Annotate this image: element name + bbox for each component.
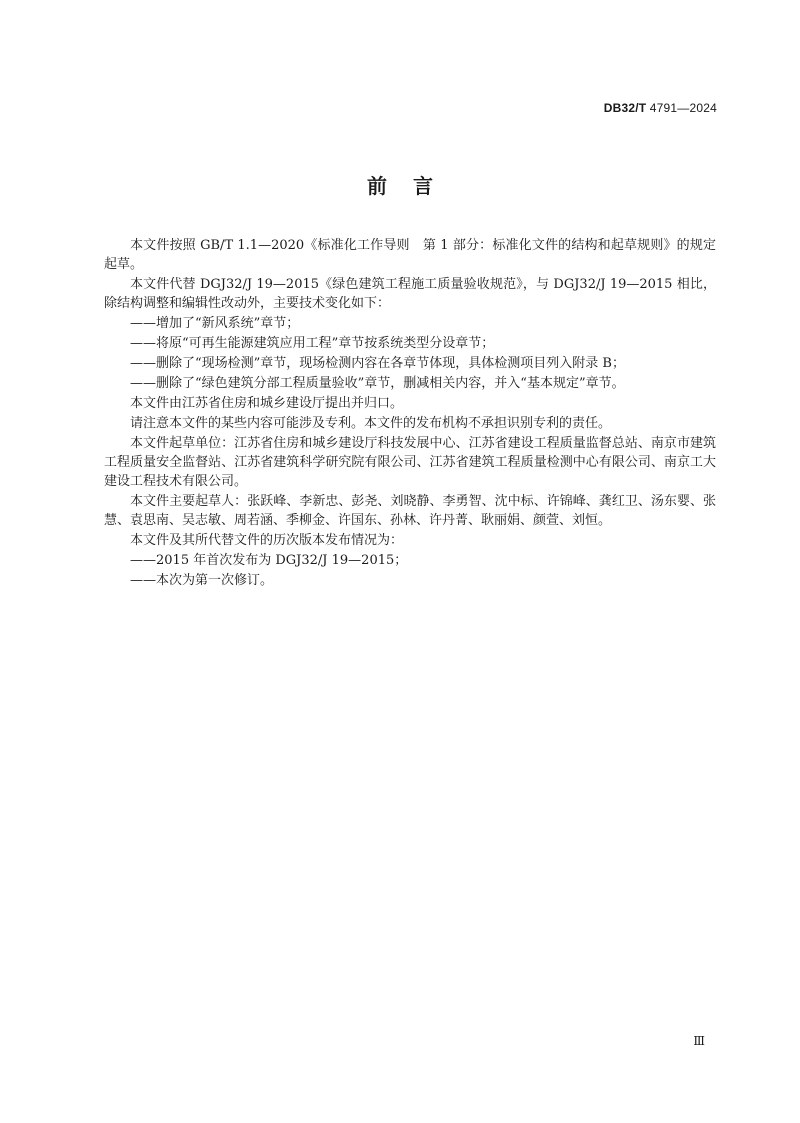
- document-code-prefix: DB32/T: [603, 101, 647, 115]
- change-item: ——将原“可再生能源建筑应用工程”章节按系统类型分设章节；: [130, 336, 495, 351]
- document-code-number: 4791—2024: [646, 101, 717, 115]
- change-item: ——删除了“绿色建筑分部工程质量验收”章节，删减相关内容，并入“基本规定”章节。: [130, 376, 625, 391]
- paragraph-proposer: 本文件由江苏省住房和城乡建设厅提出并归口。: [130, 396, 404, 411]
- paragraph-drafting-units: 本文件起草单位：江苏省住房和城乡建设厅科技发展中心、江苏省建设工程质量监督总站、南京市建筑工程质量安全监督站、江苏省建筑科学研究院有限公司、江苏省建筑工程质量检测中心有限公司、南京工大建设工程技术有限公司。: [104, 436, 716, 489]
- paragraph-drafters: 本文件主要起草人：张跃峰、李新忠、彭尧、刘晓静、李勇智、沈中标、许锦峰、龚红卫、汤东婴、张慧、袁思南、吴志敏、周若涵、季柳金、许国东、孙林、许丹菁、耿丽娟、颜萱、刘恒。: [104, 494, 716, 528]
- change-item: ——增加了“新风系统”章节；: [130, 316, 300, 331]
- foreword-body: [104, 236, 716, 591]
- history-item: ——2015 年首次发布为 DGJ32/J 19—2015；: [130, 553, 408, 568]
- paragraph-history: 本文件及其所代替文件的历次版本发布情况为：: [130, 533, 404, 548]
- paragraph-drafting-rules: 本文件按照 GB/T 1.1—2020《标准化工作导则 第 1 部分：标准化文件的结构和起草规则》的规定起草。: [104, 238, 716, 272]
- page-number: Ⅲ: [693, 1034, 705, 1048]
- paragraph-replacement: 本文件代替 DGJ32/J 19—2015《绿色建筑工程施工质量验收规范》，与 DGJ32/J 19—2015 相比，除结构调整和编辑性改动外，主要技术变化如下：: [104, 277, 716, 311]
- page-title: 前言: [367, 174, 459, 198]
- paragraph-patent-notice: 请注意本文件的某些内容可能涉及专利。本文件的发布机构不承担识别专利的责任。: [130, 416, 612, 431]
- document-code: [604, 101, 717, 115]
- change-item: ——删除了“现场检测”章节，现场检测内容在各章节体现，具体检测项目列入附录 B；: [130, 356, 625, 371]
- history-item: ——本次为第一次修订。: [130, 573, 274, 588]
